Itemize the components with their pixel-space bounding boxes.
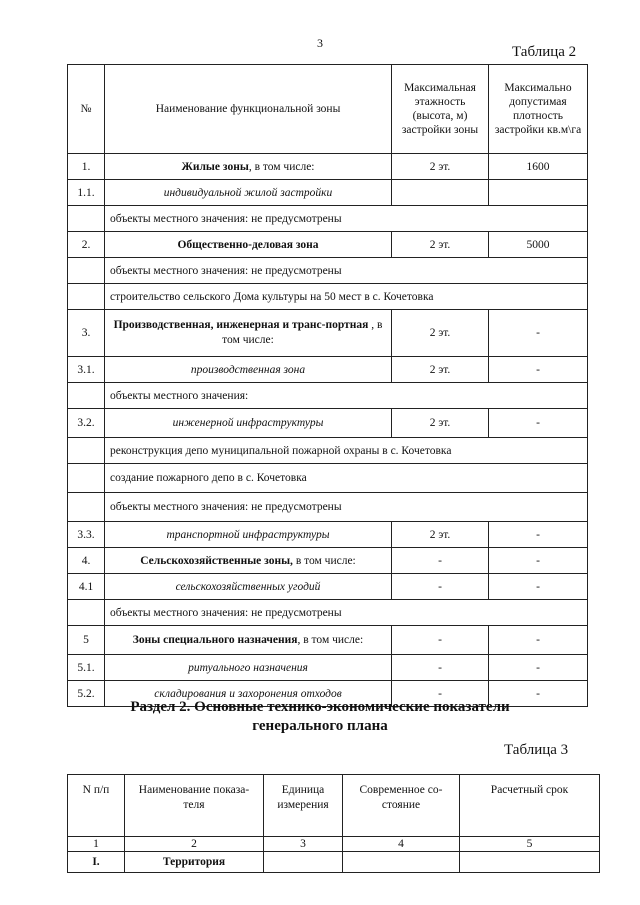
table-row <box>68 232 588 258</box>
row-density: - <box>489 357 588 383</box>
table-row <box>68 493 588 522</box>
row-num: 1. <box>68 154 105 180</box>
row-height: - <box>392 626 489 655</box>
table-row <box>68 154 588 180</box>
row-name: ритуального назначения <box>105 655 392 681</box>
index-cell: 3 <box>264 837 343 852</box>
table-row <box>68 548 588 574</box>
row-note: объекты местного значения: не предусмотрены <box>105 493 588 522</box>
row-name: индивидуальной жилой застройки <box>105 180 392 206</box>
section-title <box>0 698 640 736</box>
table-row <box>68 522 588 548</box>
table-row <box>68 574 588 600</box>
table-row <box>68 852 600 873</box>
header-zone-name: Наименование функциональной зоны <box>105 65 392 154</box>
row-name-rest: , в том числе: <box>297 634 364 646</box>
section-title-line-1: Раздел 2. Основные технико-экономические показатели <box>130 699 510 715</box>
row-height: 2 эт. <box>392 310 489 357</box>
table-row <box>68 258 588 284</box>
row-name: транспортной инфраструктуры <box>105 522 392 548</box>
row-density <box>489 180 588 206</box>
row-density: - <box>489 681 588 707</box>
row-height: 2 эт. <box>392 357 489 383</box>
table-2-header-row <box>68 65 588 154</box>
row-density: - <box>489 310 588 357</box>
row-note: объекты местного значения: не предусмотрены <box>105 206 588 232</box>
row-height: 2 эт. <box>392 409 489 438</box>
row-num: 5.2. <box>68 681 105 707</box>
row-num: 4.1 <box>68 574 105 600</box>
table-row <box>68 206 588 232</box>
row-calc <box>460 852 600 873</box>
header-num: N п/п <box>68 775 125 837</box>
table-row <box>68 600 588 626</box>
row-note: реконструкция депо муниципальной пожарной охраны в с. Кочетовка <box>105 438 588 464</box>
row-name <box>105 626 392 655</box>
row-num: 2. <box>68 232 105 258</box>
row-num: 1.1. <box>68 180 105 206</box>
index-cell: 5 <box>460 837 600 852</box>
table-2-caption: Таблица 2 <box>512 44 577 60</box>
row-name <box>105 548 392 574</box>
row-note: создание пожарного депо в с. Кочетовка <box>105 464 588 493</box>
row-num: 5.1. <box>68 655 105 681</box>
row-num: 5 <box>68 626 105 655</box>
header-unit: Единица измерения <box>264 775 343 837</box>
row-current <box>343 852 460 873</box>
header-max-height: Максимальная этажность (высота, м) застройки зоны <box>392 65 489 154</box>
index-cell: 1 <box>68 837 125 852</box>
row-name: инженерной инфраструктуры <box>105 409 392 438</box>
table-row <box>68 383 588 409</box>
row-note: объекты местного значения: не предусмотрены <box>105 258 588 284</box>
row-name: Общественно-деловая зона <box>105 232 392 258</box>
row-num <box>68 493 105 522</box>
table-row <box>68 310 588 357</box>
header-calc-term: Расчетный срок <box>460 775 600 837</box>
table-row <box>68 357 588 383</box>
page-number: 3 <box>317 36 323 50</box>
row-num: 4. <box>68 548 105 574</box>
header-current-state: Современное со-стояние <box>343 775 460 837</box>
table-row <box>68 438 588 464</box>
table-3-index-row <box>68 837 600 852</box>
row-density: - <box>489 574 588 600</box>
table-row <box>68 180 588 206</box>
row-name: сельскохозяйственных угодий <box>105 574 392 600</box>
row-note: строительство сельского Дома культуры на 50 мест в с. Кочетовка <box>105 284 588 310</box>
row-num: I. <box>68 852 125 873</box>
table-row <box>68 626 588 655</box>
row-name: складирования и захоронения отходов <box>105 681 392 707</box>
row-name-bold: Жилые зоны <box>181 160 249 173</box>
row-density: - <box>489 655 588 681</box>
table-3-caption: Таблица 3 <box>504 742 569 758</box>
table-3-header-row <box>68 775 600 837</box>
index-cell: 4 <box>343 837 460 852</box>
table-3 <box>67 774 600 873</box>
row-num: 3. <box>68 310 105 357</box>
row-name <box>105 154 392 180</box>
row-num <box>68 464 105 493</box>
index-cell: 2 <box>125 837 264 852</box>
row-name: Территория <box>125 852 264 873</box>
row-density: - <box>489 626 588 655</box>
row-density: - <box>489 409 588 438</box>
row-note: объекты местного значения: не предусмотрены <box>105 600 588 626</box>
row-num <box>68 600 105 626</box>
row-num: 3.2. <box>68 409 105 438</box>
row-unit <box>264 852 343 873</box>
row-num <box>68 258 105 284</box>
table-2 <box>67 64 588 707</box>
row-density: - <box>489 548 588 574</box>
row-name-bold: Зоны специального назначения <box>132 634 298 646</box>
header-indicator-name: Наименование показа-теля <box>125 775 264 837</box>
section-title-line-2: генерального плана <box>252 718 388 734</box>
row-height: - <box>392 655 489 681</box>
row-num <box>68 284 105 310</box>
row-num <box>68 206 105 232</box>
row-name: производственная зона <box>105 357 392 383</box>
row-height: 2 эт. <box>392 154 489 180</box>
row-num: 3.3. <box>68 522 105 548</box>
row-name-rest: , в том числе: <box>222 319 383 346</box>
row-num <box>68 383 105 409</box>
row-num: 3.1. <box>68 357 105 383</box>
row-name-rest: , в том числе: <box>248 160 315 173</box>
row-name-bold: Производственная, инженерная и транс-портная <box>113 319 369 331</box>
row-height: - <box>392 681 489 707</box>
row-height: 2 эт. <box>392 522 489 548</box>
row-density: 1600 <box>489 154 588 180</box>
row-density: - <box>489 522 588 548</box>
table-row <box>68 464 588 493</box>
row-name-bold: Сельскохозяйственные зоны, <box>140 554 293 567</box>
table-row <box>68 284 588 310</box>
row-density: 5000 <box>489 232 588 258</box>
header-num: № <box>68 65 105 154</box>
row-name <box>105 310 392 357</box>
header-max-density: Максимально допустимая плотность застройки кв.м\га <box>489 65 588 154</box>
row-height: 2 эт. <box>392 232 489 258</box>
row-name-rest: в том числе: <box>292 554 356 567</box>
row-height: - <box>392 574 489 600</box>
row-num <box>68 438 105 464</box>
row-height: - <box>392 548 489 574</box>
row-note: объекты местного значения: <box>105 383 588 409</box>
table-row <box>68 409 588 438</box>
table-row <box>68 655 588 681</box>
row-height <box>392 180 489 206</box>
